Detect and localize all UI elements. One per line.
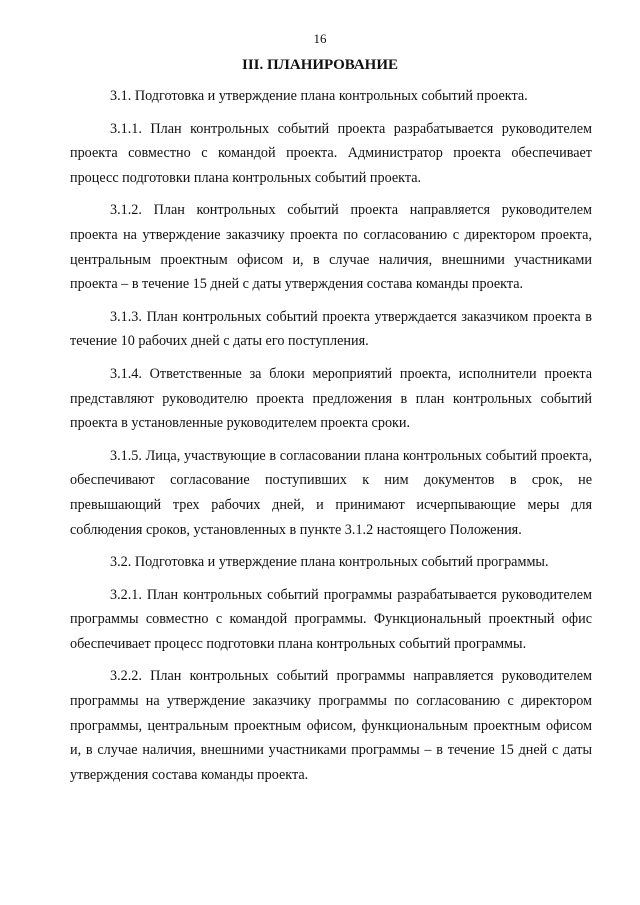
page-number: 16 xyxy=(313,31,327,46)
section-title: III. ПЛАНИРОВАНИЕ xyxy=(242,57,398,73)
paragraph-3-1-2: 3.1.2. План контрольных событий проекта направляется руководителем проекта на утверждение заказчику проекта по согласованию с директором проекта, центральным проектным офисом и, в случае наличия, внешними участниками проекта – в течение 15 дней с даты утверждения состава команды проекта. xyxy=(70,202,592,293)
subsection-heading-3-1: 3.1. Подготовка и утверждение плана контрольных событий проекта. xyxy=(110,88,528,104)
paragraph-3-2-2: 3.2.2. План контрольных событий программы направляется руководителем программы на утверждение заказчику программы по согласованию с директором программы, центральным проектным офисом, функциональным проектным офисом и, в случае наличия, внешними участниками программы – в течение 15 дней с даты утверждения состава команды проекта. xyxy=(70,668,592,783)
subsection-heading-3-2: 3.2. Подготовка и утверждение плана контрольных событий программы. xyxy=(110,554,549,571)
paragraph-3-2-1: 3.2.1. План контрольных событий программы разрабатывается руководителем программы совместно с командой программы. Функциональный проектный офис обеспечивает процесс подготовки плана контрольных событий программы. xyxy=(70,586,592,652)
document-body xyxy=(70,84,592,795)
paragraph-3-1-1: 3.1.1. План контрольных событий проекта разрабатывается руководителем проекта совместно с командой проекта. Администратор проекта обеспечивает процесс подготовки плана контрольных событий проекта. xyxy=(70,120,592,186)
paragraph-3-1-3: 3.1.3. План контрольных событий проекта утверждается заказчиком проекта в течение 10 рабочих дней с даты его поступления. xyxy=(70,308,592,350)
paragraph-3-1-5: 3.1.5. Лица, участвующие в согласовании плана контрольных событий проекта, обеспечивают согласование поступивших к ним документов в срок, не превышающий трех рабочих дней, и принимают исчерпывающие меры для соблюдения сроков, установленных в пункте 3.1.2 настоящего Положения. xyxy=(70,447,592,538)
paragraph-3-1-4: 3.1.4. Ответственные за блоки мероприятий проекта, исполнители проекта представляют руководителю проекта предложения в план контрольных событий проекта в установленные руководителем проекта сроки. xyxy=(70,365,592,432)
